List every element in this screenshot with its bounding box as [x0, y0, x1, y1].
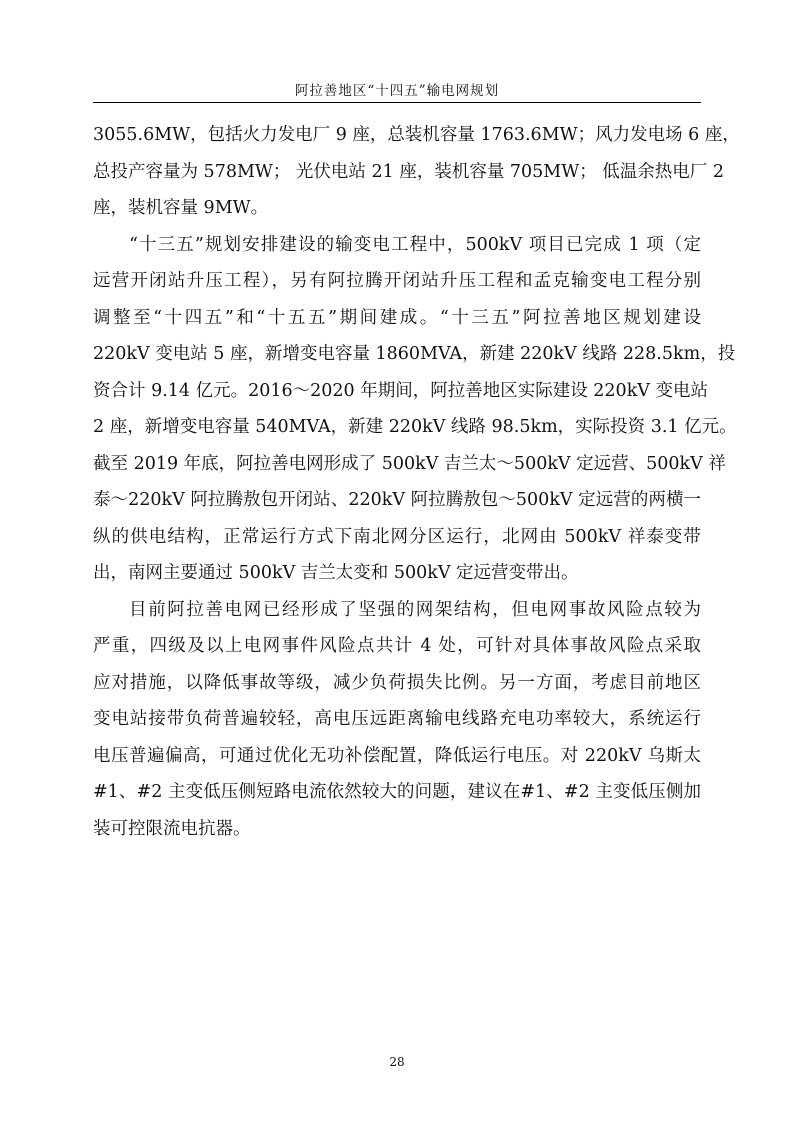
text-line: 2 座，新增变电容量 540MVA，新建 220kV 线路 98.5km，实际投资 3.1 亿元。 — [93, 417, 737, 437]
paragraph-3 — [93, 592, 701, 848]
text-line: “十三五”规划安排建设的输变电工程中，500kV 项目已完成 1 项（定 — [129, 234, 701, 255]
text-line: 220kV 变电站 5 座，新增变电容量 1860MVA，新建 220kV 线路 228.5km，投 — [93, 344, 736, 364]
text-line: 资合计 9.14 亿元。2016～2020 年期间，阿拉善地区实际建设 220kV 变电站 — [93, 380, 708, 401]
text-line: 目前阿拉善电网已经形成了坚强的网架结构，但电网事故风险点较为 — [129, 599, 701, 620]
page-number: 28 — [389, 1055, 405, 1069]
header-divider — [93, 102, 701, 103]
text-line: 应对措施，以降低事故等级，减少负荷损失比例。另一方面，考虑目前地区 — [93, 672, 701, 693]
text-line: 泰～220kV 阿拉腾敖包开闭站、220kV 阿拉腾敖包～500kV 定远营的两横一 — [93, 490, 701, 510]
text-line: 截至 2019 年底，阿拉善电网形成了 500kV 吉兰太～500kV 定远营、500kV 祥 — [93, 453, 726, 474]
running-header-title: 阿拉善地区“十四五”输电网规划 — [294, 83, 500, 99]
text-line: 严重，四级及以上电网事件风险点共计 4 处，可针对具体事故风险点采取 — [93, 636, 701, 656]
paragraph-2 — [93, 227, 737, 592]
text-line: #1、#2 主变低压侧短路电流依然较大的问题，建议在#1、#2 主变低压侧加 — [93, 782, 701, 802]
text-line: 座，装机容量 9MW。 — [93, 198, 269, 218]
text-line: 3055.6MW，包括火力发电厂 9 座，总装机容量 1763.6MW；风力发电场 6 座， — [93, 125, 740, 145]
text-line: 总投产容量为 578MW； 光伏电站 21 座，装机容量 705MW； 低温余热电厂 2 — [93, 161, 724, 182]
running-header — [93, 80, 701, 102]
text-line: 调整至“十四五”和“十五五”期间建成。“十三五”阿拉善地区规划建设 — [93, 307, 701, 328]
text-line: 变电站接带负荷普遍较轻，高电压远距离输电线路充电功率较大，系统运行 — [93, 709, 701, 729]
text-line: 纵的供电结构，正常运行方式下南北网分区运行，北网由 500kV 祥泰变带 — [93, 526, 701, 547]
text-line: 装可控限流电抗器。 — [93, 818, 251, 839]
text-line: 电压普遍偏高，可通过优化无功补偿配置，降低运行电压。对 220kV 乌斯太 — [93, 745, 701, 766]
text-line: 远营开闭站升压工程），另有阿拉腾开闭站升压工程和孟克输变电工程分别 — [93, 271, 701, 291]
text-line: 出，南网主要通过 500kV 吉兰太变和 500kV 定远营变带出。 — [93, 563, 579, 583]
document-body — [93, 117, 740, 847]
paragraph-1 — [93, 117, 740, 227]
